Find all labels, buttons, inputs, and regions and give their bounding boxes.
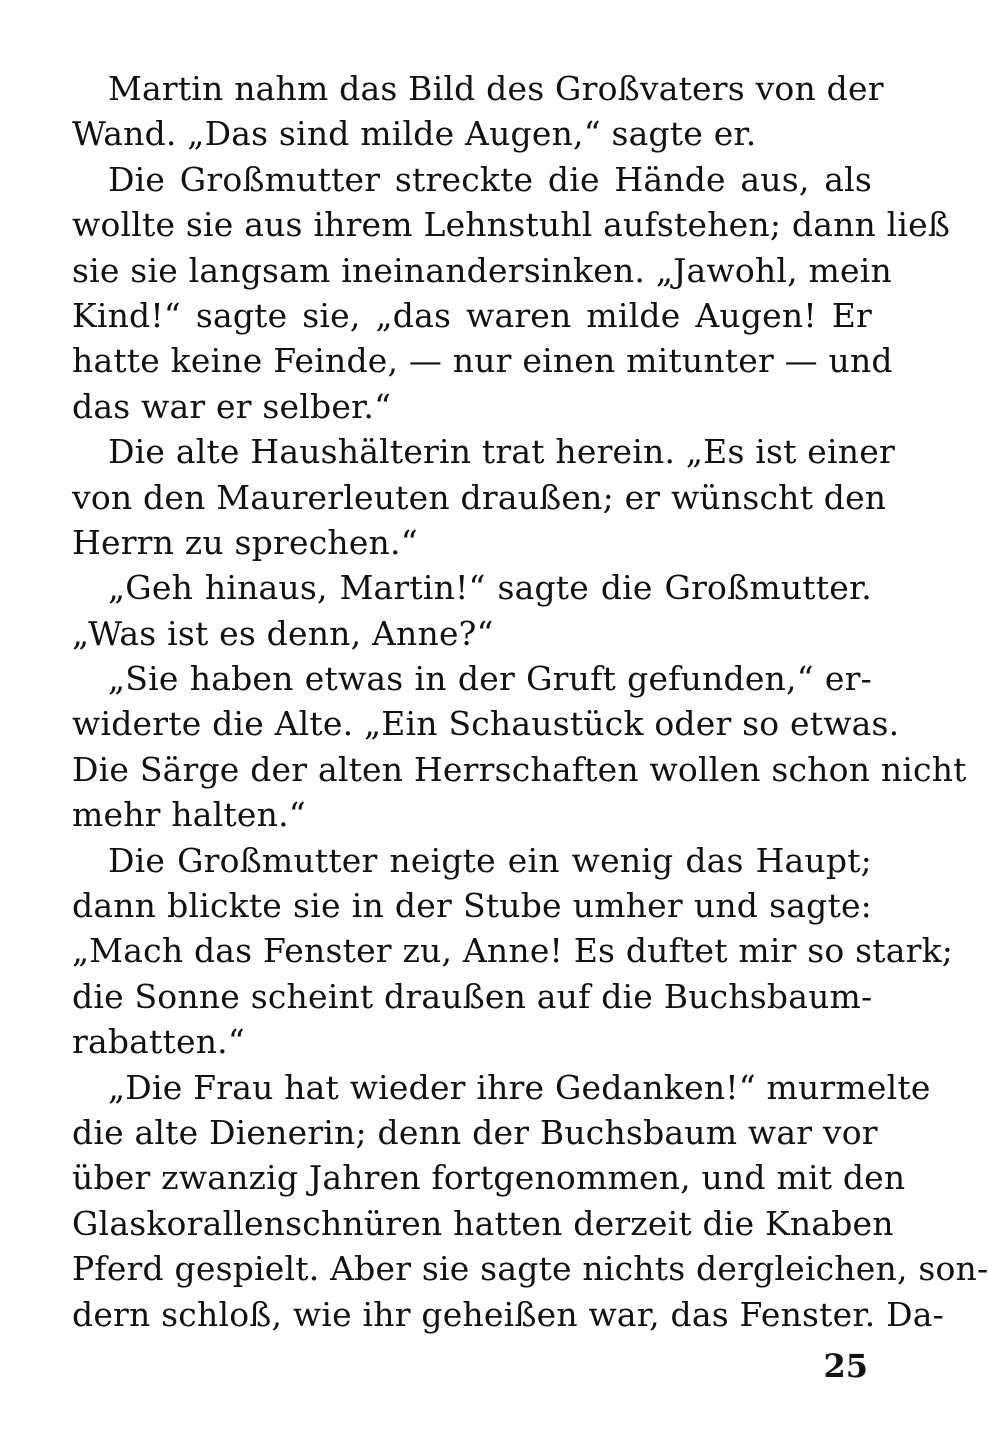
text-line: Kind!“ sagte sie, „das waren milde Augen! Er [72, 295, 872, 335]
text-line: Pferd gespielt. Aber sie sagte nichts dergleichen, son- [72, 1249, 988, 1289]
text-line: „Was ist es denn, Anne?“ [72, 613, 494, 653]
text-line: dann blickte sie in der Stube umher und sagte: [72, 886, 872, 926]
text-line: rabatten.“ [72, 1022, 245, 1062]
text-line: hatte keine Feinde, — nur einen mitunter — und [72, 341, 893, 381]
text-line: Die alte Haushälterin trat herein. „Es ist einer [108, 432, 895, 472]
text-line: Herrn zu sprechen.“ [72, 522, 418, 562]
text-line: Die Großmutter neigte ein wenig das Haupt; [108, 840, 872, 880]
text-line: die Sonne scheint draußen auf die Buchsbaum- [72, 976, 873, 1016]
text-line: dern schloß, wie ihr geheißen war, das Fenster. Da- [72, 1294, 944, 1334]
text-line: Glaskorallenschnüren hatten derzeit die Knaben [72, 1203, 894, 1243]
text-line: „Sie haben etwas in der Gruft gefunden,“ er- [108, 659, 872, 699]
text-line: Wand. „Das sind milde Augen,“ sagte er. [72, 114, 757, 154]
text-line: die alte Dienerin; denn der Buchsbaum war vor [72, 1112, 878, 1152]
page-number: 25 [823, 1347, 868, 1385]
body-text [72, 66, 988, 1337]
text-line: von den Maurerleuten draußen; er wünscht den [72, 477, 887, 517]
text-line: Martin nahm das Bild des Großvaters von der [108, 69, 884, 108]
text-line: über zwanzig Jahren fortgenommen, und mit den [72, 1158, 906, 1198]
text-line: mehr halten.“ [72, 795, 306, 835]
text-line: „Mach das Fenster zu, Anne! Es duftet mir so stark; [72, 931, 954, 971]
text-line: Die Großmutter streckte die Hände aus, als [108, 159, 872, 199]
text-line: wollte sie aus ihrem Lehnstuhl aufstehen; dann ließ [72, 205, 951, 245]
text-line: Die Särge der alten Herrschaften wollen schon nicht [72, 749, 967, 789]
text-line: „Geh hinaus, Martin!“ sagte die Großmutter. [108, 568, 872, 608]
text-line: widerte die Alte. „Ein Schaustück oder so etwas. [72, 704, 900, 744]
text-line: „Die Frau hat wieder ihre Gedanken!“ murmelte [108, 1067, 931, 1107]
text-line: das war er selber.“ [72, 386, 392, 426]
text-line: sie sie langsam ineinandersinken. „Jawohl, mein [72, 250, 892, 290]
